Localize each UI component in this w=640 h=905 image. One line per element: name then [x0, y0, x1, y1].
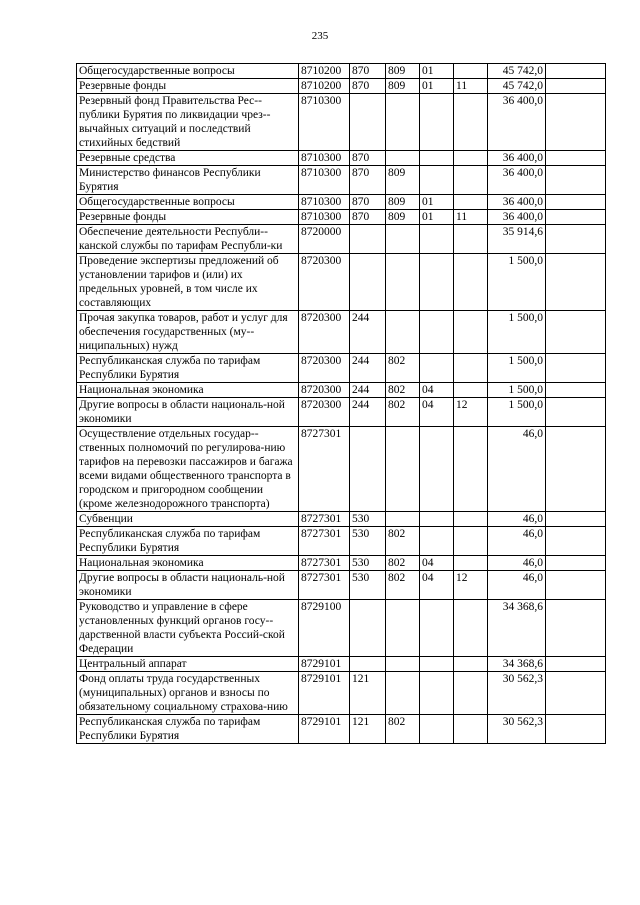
subsection-code [454, 94, 488, 151]
row-name: Республиканская служба по тарифам Республики Бурятия [77, 527, 299, 556]
target-article-code: 8727301 [299, 571, 350, 600]
administrator-code [386, 94, 420, 151]
administrator-code [386, 427, 420, 512]
amount: 30 562,3 [488, 672, 546, 715]
target-article-code: 8720300 [299, 383, 350, 398]
empty-cell [546, 354, 606, 383]
empty-cell [546, 210, 606, 225]
amount: 36 400,0 [488, 195, 546, 210]
empty-cell [546, 151, 606, 166]
row-name: Фонд оплаты труда государственных (муниципальных) органов и взносы по обязательному социальному страхова-нию [77, 672, 299, 715]
row-name: Резервные фонды [77, 79, 299, 94]
section-code: 04 [420, 398, 454, 427]
subsection-code [454, 383, 488, 398]
table-row [77, 715, 606, 744]
table-row [77, 311, 606, 354]
subsection-code: 11 [454, 79, 488, 94]
amount: 1 500,0 [488, 354, 546, 383]
expense-type-code [350, 94, 386, 151]
target-article-code: 8710300 [299, 166, 350, 195]
table-row [77, 354, 606, 383]
table-row [77, 600, 606, 657]
amount: 1 500,0 [488, 311, 546, 354]
section-code [420, 94, 454, 151]
row-name: Национальная экономика [77, 556, 299, 571]
administrator-code: 809 [386, 195, 420, 210]
section-code [420, 715, 454, 744]
amount: 45 742,0 [488, 64, 546, 79]
empty-cell [546, 254, 606, 311]
subsection-code [454, 672, 488, 715]
amount: 1 500,0 [488, 383, 546, 398]
expense-type-code [350, 225, 386, 254]
section-code [420, 354, 454, 383]
row-name: Резервные средства [77, 151, 299, 166]
amount: 1 500,0 [488, 254, 546, 311]
target-article-code: 8729101 [299, 672, 350, 715]
table-row [77, 195, 606, 210]
table-row [77, 398, 606, 427]
amount: 46,0 [488, 556, 546, 571]
expense-type-code: 870 [350, 151, 386, 166]
subsection-code [454, 427, 488, 512]
subsection-code [454, 151, 488, 166]
section-code [420, 225, 454, 254]
empty-cell [546, 166, 606, 195]
administrator-code: 802 [386, 383, 420, 398]
subsection-code [454, 64, 488, 79]
section-code [420, 672, 454, 715]
section-code: 01 [420, 64, 454, 79]
administrator-code [386, 225, 420, 254]
page-number: 235 [311, 30, 329, 42]
empty-cell [546, 64, 606, 79]
expense-type-code: 870 [350, 166, 386, 195]
section-code: 01 [420, 195, 454, 210]
expense-type-code: 870 [350, 195, 386, 210]
section-code: 04 [420, 556, 454, 571]
target-article-code: 8710300 [299, 151, 350, 166]
empty-cell [546, 94, 606, 151]
expense-type-code: 244 [350, 383, 386, 398]
table-row [77, 94, 606, 151]
empty-cell [546, 715, 606, 744]
administrator-code: 809 [386, 166, 420, 195]
row-name: Общегосударственные вопросы [77, 64, 299, 79]
empty-cell [546, 398, 606, 427]
target-article-code: 8710300 [299, 94, 350, 151]
administrator-code: 802 [386, 556, 420, 571]
expense-type-code [350, 254, 386, 311]
subsection-code [454, 527, 488, 556]
target-article-code: 8729101 [299, 657, 350, 672]
expense-type-code: 121 [350, 672, 386, 715]
empty-cell [546, 427, 606, 512]
row-name: Резервные фонды [77, 210, 299, 225]
table-row [77, 225, 606, 254]
section-code [420, 512, 454, 527]
section-code: 04 [420, 383, 454, 398]
row-name: Резервный фонд Правительства Рес-публики Бурятия по ликвидации чрез-вычайных ситуаций и последствий стихийных бедствий [77, 94, 299, 151]
table-row [77, 383, 606, 398]
administrator-code [386, 672, 420, 715]
administrator-code: 809 [386, 210, 420, 225]
subsection-code [454, 600, 488, 657]
subsection-code [454, 166, 488, 195]
budget-table-body [77, 64, 606, 744]
amount: 34 368,6 [488, 600, 546, 657]
row-name: Министерство финансов Республики Бурятия [77, 166, 299, 195]
amount: 45 742,0 [488, 79, 546, 94]
table-row [77, 151, 606, 166]
amount: 35 914,6 [488, 225, 546, 254]
expense-type-code [350, 427, 386, 512]
subsection-code [454, 254, 488, 311]
target-article-code: 8727301 [299, 556, 350, 571]
row-name: Центральный аппарат [77, 657, 299, 672]
target-article-code: 8710300 [299, 195, 350, 210]
expense-type-code [350, 600, 386, 657]
subsection-code [454, 311, 488, 354]
amount: 36 400,0 [488, 94, 546, 151]
expense-type-code: 530 [350, 571, 386, 600]
empty-cell [546, 311, 606, 354]
empty-cell [546, 600, 606, 657]
subsection-code [454, 657, 488, 672]
empty-cell [546, 225, 606, 254]
administrator-code: 802 [386, 354, 420, 383]
section-code [420, 427, 454, 512]
subsection-code [454, 354, 488, 383]
administrator-code [386, 311, 420, 354]
empty-cell [546, 195, 606, 210]
section-code [420, 151, 454, 166]
row-name: Обеспечение деятельности Республи-канской службы по тарифам Республи-ки [77, 225, 299, 254]
section-code [420, 254, 454, 311]
row-name: Национальная экономика [77, 383, 299, 398]
row-name: Руководство и управление в сфере установленных функций органов госу-дарственной власти субъекта Россий-ской Федерации [77, 600, 299, 657]
row-name: Осуществление отдельных государ-ственных полномочий по регулирова-нию тарифов на перевозки пассажиров и багажа всеми видами общественного транспорта в городском и пригородном сообщении (кроме железнодорожного транспорта) [77, 427, 299, 512]
table-row [77, 166, 606, 195]
empty-cell [546, 556, 606, 571]
table-row [77, 79, 606, 94]
expense-type-code: 870 [350, 64, 386, 79]
row-name: Другие вопросы в области националь-ной экономики [77, 398, 299, 427]
row-name: Республиканская служба по тарифам Республики Бурятия [77, 715, 299, 744]
amount: 46,0 [488, 512, 546, 527]
section-code: 01 [420, 210, 454, 225]
expense-type-code: 121 [350, 715, 386, 744]
target-article-code: 8729101 [299, 715, 350, 744]
target-article-code: 8720300 [299, 354, 350, 383]
target-article-code: 8727301 [299, 512, 350, 527]
target-article-code: 8720300 [299, 254, 350, 311]
row-name: Прочая закупка товаров, работ и услуг для обеспечения государственных (му-ниципальных) нужд [77, 311, 299, 354]
target-article-code: 8720300 [299, 398, 350, 427]
target-article-code: 8710200 [299, 64, 350, 79]
table-row [77, 672, 606, 715]
expense-type-code: 530 [350, 527, 386, 556]
row-name: Другие вопросы в области националь-ной экономики [77, 571, 299, 600]
amount: 36 400,0 [488, 210, 546, 225]
amount: 36 400,0 [488, 166, 546, 195]
budget-table [76, 63, 606, 744]
subsection-code [454, 225, 488, 254]
row-name: Общегосударственные вопросы [77, 195, 299, 210]
target-article-code: 8710300 [299, 210, 350, 225]
table-row [77, 512, 606, 527]
expense-type-code: 244 [350, 398, 386, 427]
section-code: 04 [420, 571, 454, 600]
row-name: Субвенции [77, 512, 299, 527]
administrator-code [386, 512, 420, 527]
section-code [420, 166, 454, 195]
administrator-code: 802 [386, 715, 420, 744]
target-article-code: 8720300 [299, 311, 350, 354]
expense-type-code: 244 [350, 354, 386, 383]
empty-cell [546, 657, 606, 672]
administrator-code: 802 [386, 571, 420, 600]
amount: 46,0 [488, 527, 546, 556]
expense-type-code: 530 [350, 512, 386, 527]
empty-cell [546, 512, 606, 527]
table-row [77, 527, 606, 556]
subsection-code [454, 556, 488, 571]
target-article-code: 8710200 [299, 79, 350, 94]
table-row [77, 64, 606, 79]
amount: 34 368,6 [488, 657, 546, 672]
target-article-code: 8720000 [299, 225, 350, 254]
empty-cell [546, 571, 606, 600]
section-code [420, 311, 454, 354]
administrator-code: 809 [386, 79, 420, 94]
subsection-code: 12 [454, 398, 488, 427]
table-row [77, 571, 606, 600]
empty-cell [546, 383, 606, 398]
table-row [77, 657, 606, 672]
target-article-code: 8727301 [299, 427, 350, 512]
amount: 1 500,0 [488, 398, 546, 427]
administrator-code [386, 254, 420, 311]
empty-cell [546, 527, 606, 556]
section-code [420, 527, 454, 556]
amount: 46,0 [488, 571, 546, 600]
amount: 30 562,3 [488, 715, 546, 744]
section-code [420, 657, 454, 672]
target-article-code: 8727301 [299, 527, 350, 556]
administrator-code: 802 [386, 527, 420, 556]
administrator-code [386, 657, 420, 672]
administrator-code: 809 [386, 64, 420, 79]
administrator-code [386, 600, 420, 657]
section-code: 01 [420, 79, 454, 94]
table-row [77, 427, 606, 512]
table-row [77, 210, 606, 225]
table-row [77, 556, 606, 571]
expense-type-code: 530 [350, 556, 386, 571]
administrator-code: 802 [386, 398, 420, 427]
subsection-code [454, 715, 488, 744]
expense-type-code: 870 [350, 79, 386, 94]
administrator-code [386, 151, 420, 166]
empty-cell [546, 672, 606, 715]
row-name: Проведение экспертизы предложений об установлении тарифов и (или) их предельных уровней, в том числе их составляющих [77, 254, 299, 311]
row-name: Республиканская служба по тарифам Республики Бурятия [77, 354, 299, 383]
amount: 36 400,0 [488, 151, 546, 166]
section-code [420, 600, 454, 657]
expense-type-code: 244 [350, 311, 386, 354]
subsection-code [454, 195, 488, 210]
empty-cell [546, 79, 606, 94]
expense-type-code: 870 [350, 210, 386, 225]
target-article-code: 8729100 [299, 600, 350, 657]
table-row [77, 254, 606, 311]
subsection-code [454, 512, 488, 527]
subsection-code: 11 [454, 210, 488, 225]
amount: 46,0 [488, 427, 546, 512]
subsection-code: 12 [454, 571, 488, 600]
expense-type-code [350, 657, 386, 672]
